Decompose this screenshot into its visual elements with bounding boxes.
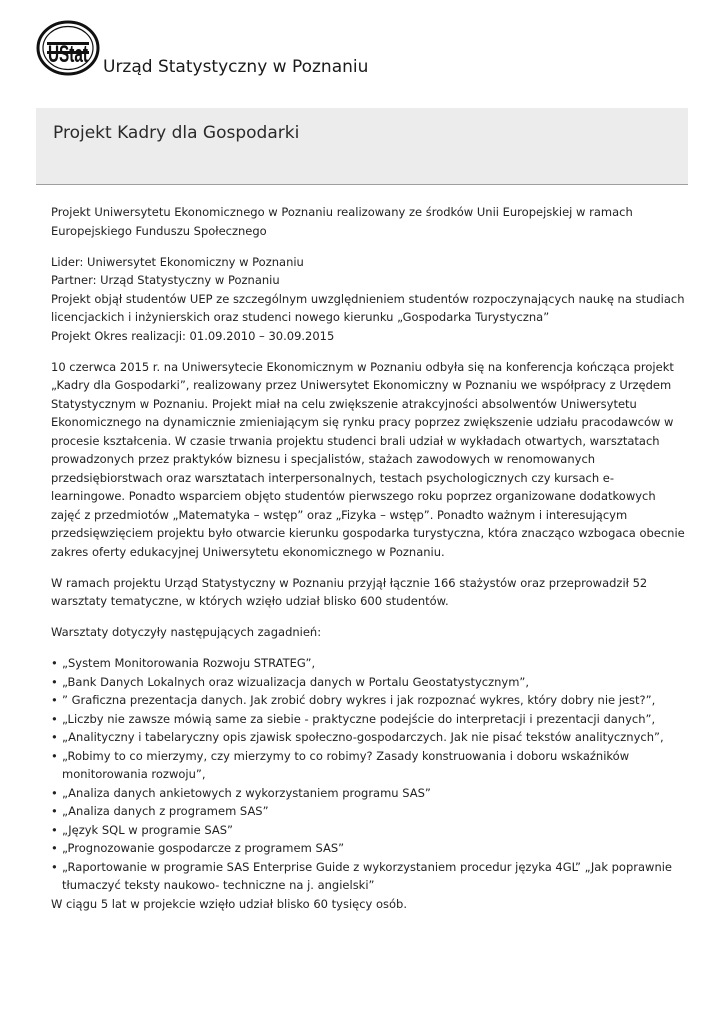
list-item: • „Raportowanie w programie SAS Enterprise Guide z wykorzystaniem procedur języka 4GL” „Jak poprawnie tłumaczyć teksty naukowo- techniczne na j. angielski” — [51, 858, 687, 895]
closing-paragraph: W ciągu 5 lat w projekcie wzięło udział blisko 60 tysięcy osób. — [51, 896, 408, 911]
list-item: • „Liczby nie zawsze mówią same za siebie - praktyczne podejście do interpretacji i prezentacji danych”, — [51, 710, 687, 729]
list-item: • „Analiza danych z programem SAS” — [51, 802, 687, 821]
list-item: • „Bank Danych Lokalnych oraz wizualizacja danych w Portalu Geostatystycznym”, — [51, 673, 687, 692]
detail-leader: Lider: Uniwersytet Ekonomiczny w Poznaniu — [51, 254, 304, 269]
list-item: • „Język SQL w programie SAS” — [51, 821, 687, 840]
page-title: Projekt Kadry dla Gospodarki — [53, 123, 300, 143]
detail-partner: Partner: Urząd Statystyczny w Poznaniu — [51, 273, 280, 287]
list-item: • „System Monitorowania Rozwoju STRATEG”, — [51, 654, 687, 673]
list-item: • ” Graficzna prezentacja danych. Jak zrobić dobry wykres i jak rozpoznać wykres, który dobry nie jest?”, — [51, 691, 687, 710]
list-item: • „Analityczny i tabelaryczny opis zjawisk społeczno-gospodarczych. Jak nie pisać tekstów analitycznych”, — [51, 728, 687, 747]
list-item: • „Robimy to co mierzymy, czy mierzymy to co robimy? Zasady konstruowania i doboru wskaźników monitorowania rozwoju”, — [51, 747, 687, 784]
logo-text: UStat — [48, 41, 89, 68]
article-content — [51, 203, 687, 913]
project-details — [51, 253, 687, 346]
site-name[interactable]: Urząd Statystyczny w Poznaniu — [103, 57, 369, 77]
intro-paragraph: Projekt Uniwersytetu Ekonomicznego w Poznaniu realizowany ze środków Unii Europejskiej w ramach Europejskiego Funduszu Społecznego — [51, 205, 633, 238]
ustat-logo-icon[interactable] — [36, 20, 100, 76]
conference-paragraph: 10 czerwca 2015 r. na Uniwersytecie Ekonomicznym w Poznaniu odbyła się na konferencja kończąca projekt „Kadry dla Gospodarki”, realizowany przez Uniwersytet Ekonomiczny w Poznaniu we współpracy z Urzędem Statystycznym w Poznaniu. Projekt miał na celu zwiększenie atrakcyjności absolwentów Uniwersytetu Ekonomicznego na dynamicznie zmieniającym się rynku pracy poprzez zwiększenie udziału pracodawców w procesie kształcenia. W czasie trwania projektu studenci brali udział w wykładach otwartych, warsztatach prowadzonych przez praktyków biznesu i specjalistów, stażach zawodowych w renomowanych przedsiębiorstwach oraz warsztatach interpersonalnych, testach psychologicznych czy kursach e-learningowe. Ponadto wsparciem objęto studentów pierwszego roku poprzez organizowane dodatkowych zajęć z przedmiotów „Matematyka – wstęp” oraz „Fizyka – wstęp”. Ponadto ważnym i interesującym przedsięwzięciem projektu było otwarcie kierunku gospodarka turystyczna, która znacząco wzbogaca obecnie zakres oferty edukacyjnej Uniwersytetu ekonomicznego w Poznaniu. — [51, 359, 685, 559]
page-title-box — [36, 108, 688, 185]
list-item: • „Analiza danych ankietowych z wykorzystaniem programu SAS” — [51, 784, 687, 803]
detail-period: Projekt Okres realizacji: 01.09.2010 – 30.09.2015 — [51, 328, 335, 343]
topics-heading: Warsztaty dotyczyły następujących zagadnień: — [51, 625, 322, 639]
list-item: • „Prognozowanie gospodarcze z programem SAS” — [51, 839, 687, 858]
topics-list — [51, 654, 687, 895]
summary-paragraph: W ramach projektu Urząd Statystyczny w Poznaniu przyjął łącznie 166 stażystów oraz przeprowadził 52 warsztaty tematyczne, w których wzięło udział blisko 600 studentów. — [51, 575, 648, 608]
detail-scope: Projekt objął studentów UEP ze szczególnym uwzględnieniem studentów rozpoczynających naukę na studiach licencjackich i inżynierskich oraz studenci nowego kierunku „Gospodarka Turystyczna” — [51, 291, 685, 324]
